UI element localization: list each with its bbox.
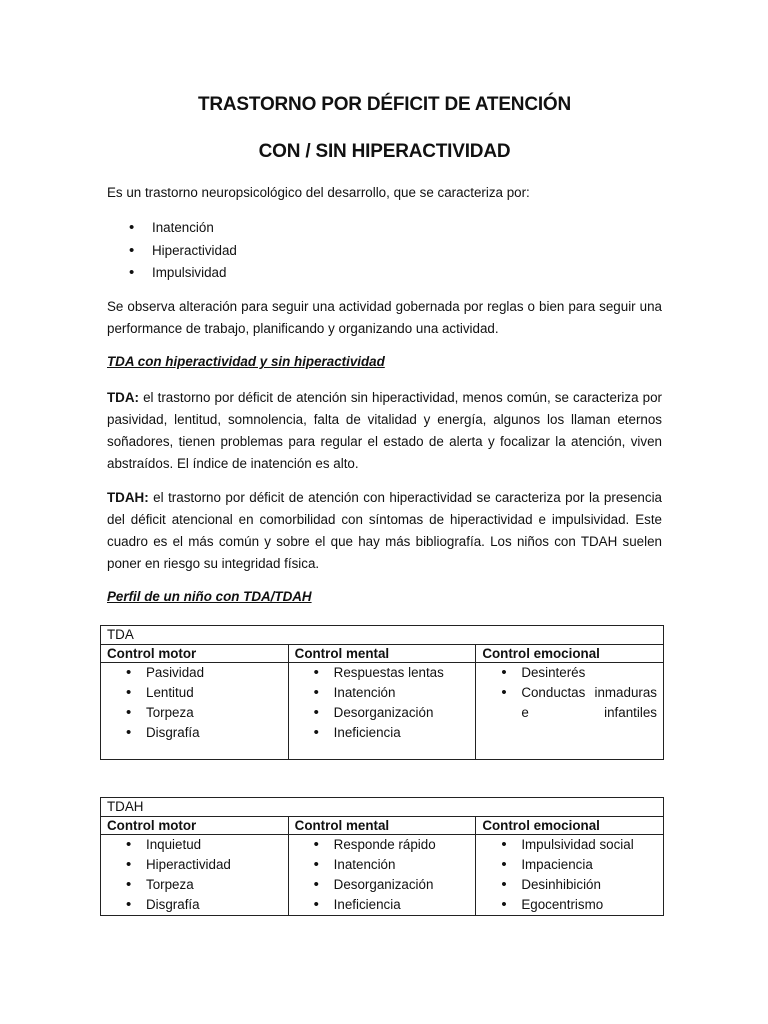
column-header: Control mental [288,645,476,663]
term-tdah: TDAH: [107,490,149,505]
list-item: • Impulsividad social [482,835,657,855]
paragraph-tda [107,387,662,475]
list-item: • Hiperactividad [107,855,282,875]
list-item: • Desinterés [482,663,657,683]
list-item: • Respuestas lentas [295,663,470,683]
tda-description: el trastorno por déficit de atención sin hiperactividad, menos común, se caracteriza por pasividad, lentitud, somnolencia, falta de vitalidad y energía, algunos los llaman eternos soñadores, tienen problemas para regular el estado de alerta y focalizar la atención, viven abstraídos. El índice de inatención es alto. [107,390,662,471]
table-caption: TDA [101,626,664,645]
column-header: Control emocional [476,817,664,835]
paragraph-alteracion: Se observa alteración para seguir una actividad gobernada por reglas o bien para seguir una performance de trabajo, planificando y organizando una actividad. [107,299,662,336]
document-title-line-2: CON / SIN HIPERACTIVIDAD [258,141,511,162]
term-tda: TDA: [107,390,139,405]
table-tda [100,625,664,760]
column-header: Control emocional [476,645,664,663]
list-item: • Lentitud [107,683,282,703]
table-cell-motor [101,835,289,916]
list-item: • Torpeza [107,875,282,895]
table-cell-mental [288,835,476,916]
list-item: • Inquietud [107,835,282,855]
list-item: • Conductas inmaduras e infantiles [482,683,657,723]
table-cell-emocional [476,835,664,916]
column-header: Control motor [101,645,289,663]
paragraph-tdah [107,487,662,575]
list-item: • Desorganización [295,875,470,895]
list-item: • Responde rápido [295,835,470,855]
list-item: • Pasividad [107,663,282,683]
intro-paragraph: Es un trastorno neuropsicológico del desarrollo, que se caracteriza por: [107,185,530,200]
list-item: • Inatención [107,217,237,240]
list-item: • Ineficiencia [295,723,470,743]
list-item: • Desinhibición [482,875,657,895]
list-item: • Desorganización [295,703,470,723]
section-heading-tda: TDA con hiperactividad y sin hiperactividad [107,354,385,369]
list-item: • Disgrafía [107,895,282,915]
list-item: • Impaciencia [482,855,657,875]
list-item: • Impulsividad [107,262,237,285]
table-caption: TDAH [101,798,664,817]
column-header: Control motor [101,817,289,835]
list-item: • Inatención [295,855,470,875]
characteristics-list [107,217,237,285]
tdah-description: el trastorno por déficit de atención con hiperactividad se caracteriza por la presencia del déficit atencional en comorbilidad con síntomas de hiperactividad e impulsividad. Este cuadro es el más común y sobre el que hay más bibliografía. Los niños con TDAH suelen poner en riesgo su integridad física. [107,490,662,571]
table-cell-motor [101,663,289,760]
table-cell-emocional [476,663,664,760]
list-item: • Inatención [295,683,470,703]
list-item: • Hiperactividad [107,240,237,263]
list-item: • Ineficiencia [295,895,470,915]
list-item: • Disgrafía [107,723,282,743]
section-heading-perfil: Perfil de un niño con TDA/TDAH [107,589,312,604]
column-header: Control mental [288,817,476,835]
document-title-line-1: TRASTORNO POR DÉFICIT DE ATENCIÓN [197,94,572,115]
table-tdah [100,797,664,916]
list-item: • Torpeza [107,703,282,723]
table-cell-mental [288,663,476,760]
list-item: • Egocentrismo [482,895,657,915]
